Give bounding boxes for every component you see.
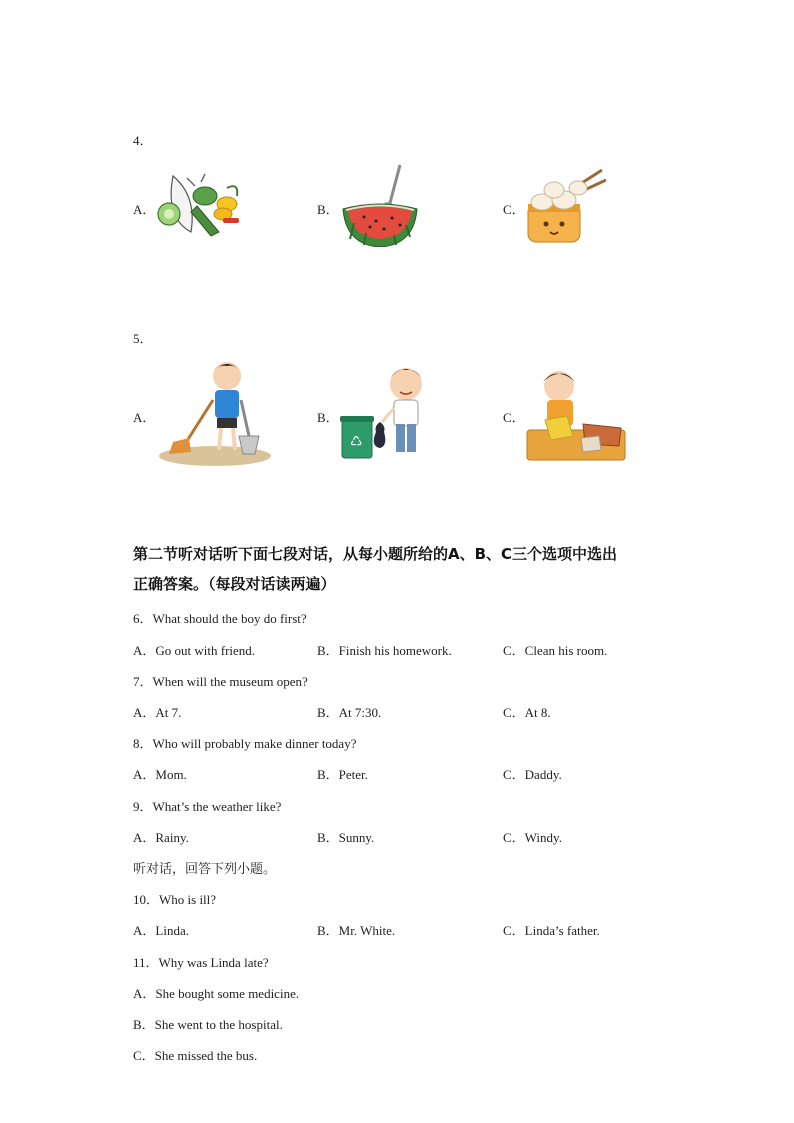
q5-option-b-label[interactable]: B． — [317, 410, 339, 425]
q7-option-b[interactable]: B．At 7:30. — [317, 705, 382, 720]
vegetables-fruits-icon — [157, 166, 247, 245]
boy-folding-clothes-icon — [525, 366, 629, 469]
boy-taking-out-trash-icon — [340, 356, 424, 467]
q4-option-c-label[interactable]: C． — [503, 202, 525, 217]
q7-option-c[interactable]: C．At 8. — [503, 705, 551, 720]
q11-option-a[interactable]: A．She bought some medicine. — [133, 986, 300, 1001]
steamed-buns-icon — [524, 166, 608, 251]
q8-option-c[interactable]: C．Daddy. — [503, 767, 562, 782]
q11-option-c[interactable]: C．She missed the bus. — [133, 1048, 258, 1063]
watermelon-icon — [340, 163, 420, 252]
q8-option-b[interactable]: B．Peter. — [317, 767, 368, 782]
section-2-heading-line-1: 第二节听对话听下面七段对话，从每小题所给的A、B、C三个选项中选出 — [133, 545, 618, 563]
q4-option-a-label[interactable]: A． — [133, 202, 156, 217]
q5-option-a-label[interactable]: A． — [133, 410, 156, 425]
q9-option-a[interactable]: A．Rainy. — [133, 830, 189, 845]
boy-sweeping-icon — [155, 356, 271, 473]
listening-instruction: 听对话，回答下列小题。 — [133, 862, 277, 877]
q9-option-c[interactable]: C．Windy. — [503, 830, 562, 845]
q10-option-a[interactable]: A．Linda. — [133, 923, 189, 938]
question-11: 11．Why was Linda late? — [133, 955, 269, 970]
q10-option-b[interactable]: B．Mr. White. — [317, 923, 396, 938]
q9-option-b[interactable]: B．Sunny. — [317, 830, 375, 845]
q4-option-b-label[interactable]: B． — [317, 202, 339, 217]
q7-option-a[interactable]: A．At 7. — [133, 705, 182, 720]
section-2-heading-line-2: 正确答案。（每段对话读两遍） — [133, 575, 336, 593]
question-6: 6．What should the boy do first? — [133, 611, 307, 626]
question-4-number: 4． — [133, 133, 153, 148]
q6-option-b[interactable]: B．Finish his homework. — [317, 643, 452, 658]
q8-option-a[interactable]: A．Mom. — [133, 767, 187, 782]
q5-option-c-label[interactable]: C． — [503, 410, 525, 425]
question-7: 7．When will the museum open? — [133, 674, 308, 689]
q10-option-c[interactable]: C．Linda’s father. — [503, 923, 600, 938]
question-9: 9．What’s the weather like? — [133, 799, 282, 814]
question-10: 10．Who is ill? — [133, 892, 217, 907]
q6-option-a[interactable]: A．Go out with friend. — [133, 643, 256, 658]
q6-option-c[interactable]: C．Clean his room. — [503, 643, 608, 658]
svg-text:♺: ♺ — [350, 434, 363, 450]
question-5-number: 5． — [133, 331, 153, 346]
q11-option-b[interactable]: B．She went to the hospital. — [133, 1017, 283, 1032]
question-8: 8．Who will probably make dinner today? — [133, 736, 357, 751]
